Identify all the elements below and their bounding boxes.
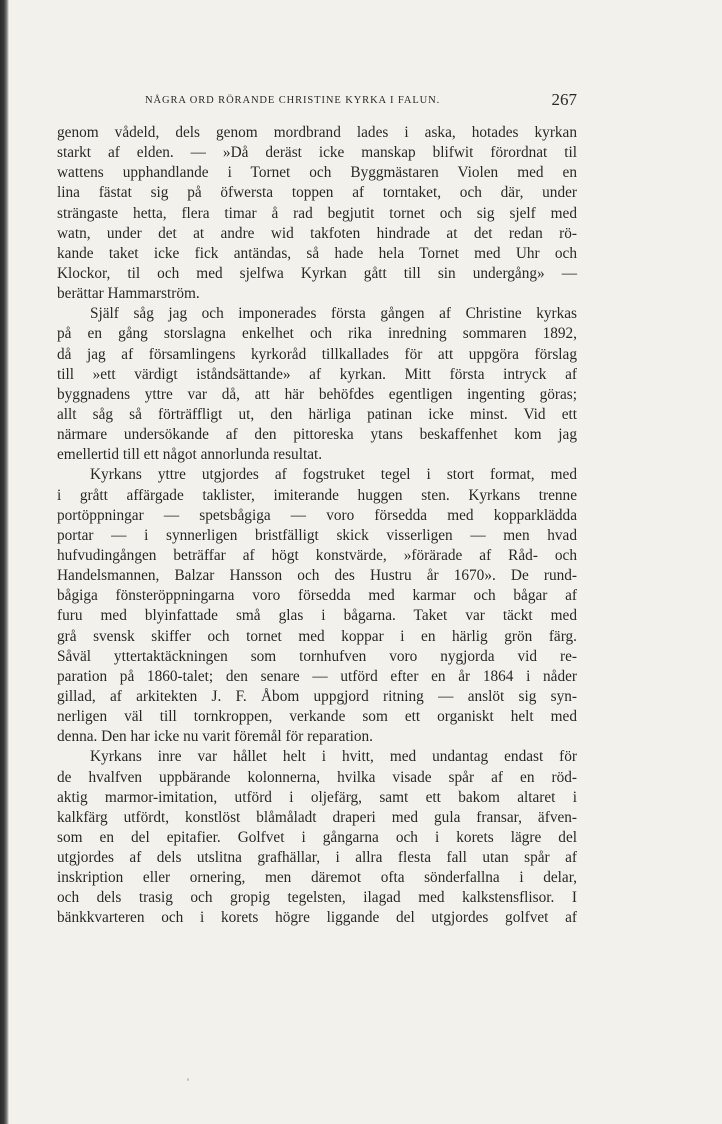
paragraph-start: Själf såg jag och imponerades första gången af Christine kyrkas — [90, 305, 577, 323]
text-line: denna. Den har icke nu varit föremål för reparation. — [57, 728, 373, 746]
paper-speck — [187, 1078, 189, 1081]
text-line: genom vådeld, dels genom mordbrand lades i aska, hotades kyrkan — [57, 124, 577, 141]
text-line: nerligen väl till tornkroppen, verkande som ett organiskt helt med — [57, 708, 577, 726]
text-line: till »ett värdigt iståndsättande» af kyrkan. Mitt första intryck af — [57, 365, 577, 383]
text-line: emellertid till ett något annorlunda resultat. — [57, 446, 323, 464]
text-line: lina fästat sig på öfwersta toppen af torntaket, och där, under — [57, 184, 577, 202]
text-line: aktig marmor-imitation, utförd i oljefärg, samt ett bakom altaret i — [57, 788, 577, 806]
text-line: på en gång storslagna enkelhet och rika inredning sommaren 1892, — [57, 325, 577, 343]
text-line: bågiga fönsteröppningarna voro försedda med karmar och bågar af — [57, 587, 577, 605]
text-line: strängaste hetta, flera timar å rad begjutit tornet och sig sjelf med — [57, 204, 577, 222]
text-line: paration på 1860-talet; den senare — utförd efter en år 1864 i nåder — [57, 667, 577, 685]
text-line: och dels trasig och gropig tegelsten, ilagad med kalkstensflisor. I — [57, 889, 577, 907]
text-line: Klockor, til och med sjelfwa Kyrkan gått till sin undergång» — — [57, 264, 577, 282]
text-line: furu med blyinfattade små glas i bågarna. Taket var täckt med — [57, 607, 577, 625]
paragraph-start: Kyrkans inre var hållet helt i hvitt, med undantag endast för — [90, 748, 577, 766]
running-head: NÅGRA ORD RÖRANDE CHRISTINE KYRKA I FALUN. — [145, 95, 441, 106]
text-line: närmare undersökande af den pittoreska ytans beskaffenhet kom jag — [57, 426, 577, 444]
page-header — [57, 90, 577, 112]
text-line: watn, under det at andre wid takfoten hindrade at det redan rö- — [57, 224, 577, 242]
text-line: Handelsmannen, Balzar Hansson och des Hustru år 1670». De rund- — [57, 567, 577, 585]
text-line: allt såg så förträffligt ut, den härliga patinan icke minst. Vid ett — [57, 405, 577, 423]
text-line: inskription eller ornering, men däremot ofta sönderfallna i delar, — [57, 869, 577, 887]
text-line: kalkfärg utfördt, konstlöst blåmåladt draperi med gula fransar, äfven- — [57, 808, 577, 826]
paragraph-start: Kyrkans yttre utgjordes af fogstruket tegel i stort format, med — [90, 466, 577, 484]
text-line: i grått affärgade taklister, imiterande huggen sten. Kyrkans trenne — [57, 486, 577, 504]
body-text — [57, 123, 577, 929]
text-line: hufvudingången beträffar af högt konstvärde, »förärade af Råd- och — [57, 546, 577, 564]
text-line: wattens upphandlande i Tornet och Byggmästaren Violen med en — [57, 164, 577, 182]
text-line: de hvalfven uppbärande kolonnerna, hvilka visade spår af en röd- — [57, 768, 577, 786]
text-line: kande taket icke fick antändas, så hade hela Tornet med Uhr och — [57, 244, 577, 262]
text-line: berättar Hammarström. — [57, 285, 200, 303]
text-line: då jag af församlingens kyrkoråd tillkallades för att uppgöra förslag — [57, 345, 577, 363]
page-number: 267 — [551, 90, 577, 109]
text-line: bänkkvarteren och i korets högre liggande del utgjordes golfvet af — [57, 909, 577, 927]
text-line: Såväl yttertaktäckningen som tornhufven voro nygjorda vid re- — [57, 647, 577, 665]
text-line: portöppningar — spetsbågiga — voro försedda med kopparklädda — [57, 506, 577, 524]
text-line: utgjordes af dels utslitna grafhällar, i allra flesta fall utan spår af — [57, 849, 577, 867]
text-line: portar — i synnerligen bristfälligt skick visserligen — men hvad — [57, 526, 577, 544]
text-line: gillad, af arkitekten J. F. Åbom uppgjord ritning — anslöt sig syn- — [57, 687, 577, 705]
text-line: grå svensk skiffer och tornet med koppar i en härlig grön färg. — [57, 627, 577, 645]
page-edge — [0, 0, 9, 1124]
text-line: byggnadens yttre var då, att här behöfdes egentligen ingenting göras; — [57, 385, 577, 403]
text-line: starkt af elden. — »Då deräst icke manskap blifwit förordnat til — [57, 144, 577, 162]
text-line: som en del epitafier. Golfvet i gångarna och i korets lägre del — [57, 828, 577, 846]
